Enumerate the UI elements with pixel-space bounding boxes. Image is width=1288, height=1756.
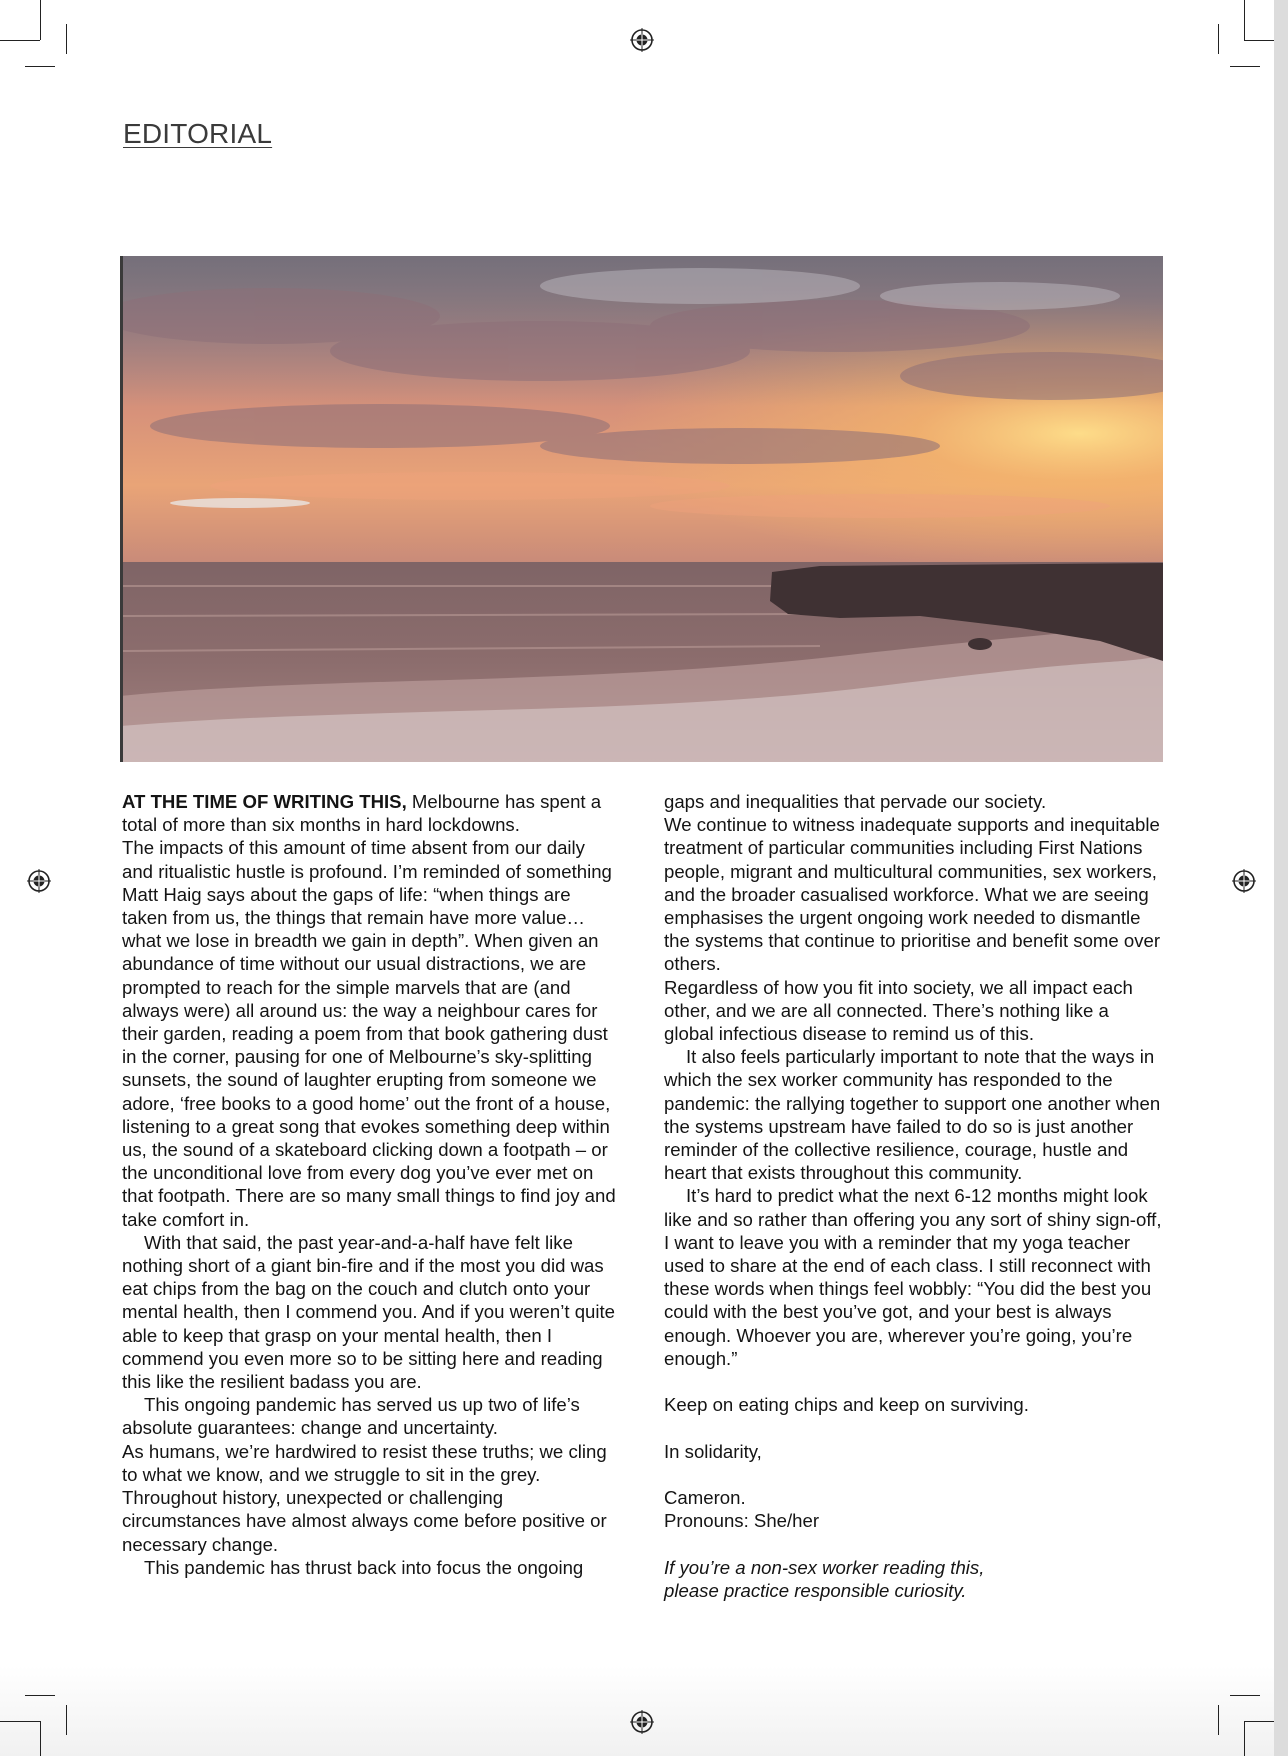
paragraph: It also feels particularly important to note that the ways in which the sex worker community has responded to the pandemic: the rallying together to support one another when the systems upstream have failed to do so is just another reminder of the collective resilience, courage, hustle and heart that exists throughout this community. (664, 1046, 1161, 1184)
page-title: EDITORIAL (123, 118, 273, 149)
crop-mark (40, 1721, 41, 1756)
paragraph: We continue to witness inadequate supports and inequitable treatment of particular communities including First Nations people, migrant and multicultural communities, sex workers, and the broader casualised workforce. What we are seeing emphasises the urgent ongoing work needed to dismantle the systems that continue to prioritise and benefit some over others. (664, 814, 1161, 975)
crop-mark (1244, 1721, 1245, 1756)
crop-mark (0, 1721, 40, 1722)
crop-mark (1218, 24, 1219, 54)
paragraph: As humans, we’re hardwired to resist these truths; we cling to what we know, and we struggle to sit in the grey. Throughout history, unexpected or challenging circumstances have almost always come before positive or necessary change. (122, 1440, 607, 1555)
crop-mark (1244, 1721, 1274, 1722)
crop-mark (1230, 1695, 1260, 1696)
paragraph: gaps and inequalities that pervade our society. (664, 791, 1047, 812)
paragraph: The impacts of this amount of time absent from our daily and ritualistic hustle is profound. I’m reminded of something Matt Haig says about the gaps of life: “when things are taken from us, the things that remain have more value… what we lose in breadth we gain in depth”. When given an abundance of time without our usual distractions, we are prompted to reach for the simple marvels that are (and always were) all around us: the way a neighbour cares for their garden, reading a poem from that book gathering dust in the corner, pausing for one of Melbourne’s sky-splitting sunsets, the sound of laughter erupting from someone we adore, ‘free books to a good home’ out the front of a house, listening to a great song that evokes something deep within us, the sound of a skateboard clicking down a footpath – or the unconditional love from every dog you’ve ever met on that footpath. There are so many small things to find joy and take comfort in. (122, 837, 616, 1230)
closing-line: Keep on eating chips and keep on surviving. (664, 1394, 1029, 1416)
registration-mark-icon (630, 28, 654, 52)
reader-note-line: please practice responsible curiosity. (664, 1579, 967, 1601)
author-name: Cameron. (664, 1487, 746, 1509)
crop-mark (40, 0, 41, 40)
sunset-coastline-photo (120, 256, 1163, 762)
crop-mark (66, 24, 67, 54)
crop-mark (1218, 1705, 1219, 1735)
registration-mark-icon (630, 1710, 654, 1734)
reader-note-line: If you’re a non-sex worker reading this, (664, 1556, 985, 1578)
paragraph: This pandemic has thrust back into focus the ongoing (144, 1556, 584, 1578)
paragraph-text: Melbourne has spent a total of more than six months in hard lockdowns. (122, 791, 602, 836)
author-pronouns: Pronouns: She/her (664, 1510, 820, 1532)
paragraph: Regardless of how you fit into society, we all impact each other, and we are all connected. There’s nothing like a global infectious disease to remind us of this. (664, 976, 1133, 1045)
crop-mark (1230, 66, 1260, 67)
page-edge-shadow (1274, 0, 1288, 1756)
registration-mark-icon (27, 869, 51, 893)
article-column-right (664, 790, 1162, 1602)
crop-mark (66, 1705, 67, 1735)
paragraph: With that said, the past year-and-a-half have felt like nothing short of a giant bin-fire and if the most you did was eat chips from the bag on the couch and clutch onto your mental health, then I commend you. And if you weren’t quite able to keep that grasp on your mental health, then I commend you even more so to be sitting here and reading this like the resilient badass you are. (122, 1231, 616, 1393)
crop-mark (1244, 40, 1274, 41)
crop-mark (1244, 0, 1245, 40)
lead-in: AT THE TIME OF WRITING THIS, (122, 791, 407, 812)
paragraph (122, 790, 620, 836)
registration-mark-icon (1232, 869, 1256, 893)
article-column-left (122, 790, 620, 1579)
crop-mark (25, 66, 55, 67)
crop-mark (25, 1695, 55, 1696)
crop-mark (0, 40, 40, 41)
paragraph: This ongoing pandemic has served us up two of life’s absolute guarantees: change and uncertainty. (122, 1394, 580, 1439)
signoff: In solidarity, (664, 1440, 762, 1462)
paragraph: It’s hard to predict what the next 6-12 months might look like and so rather than offering you any sort of shiny sign-off, I want to leave you with a reminder that my yoga teacher used to share at the end of each class. I still reconnect with these words when things feel wobbly: “You did the best you could with the best you’ve got, and your best is always enough. Whoever you are, wherever you’re going, you’re enough.” (664, 1185, 1162, 1369)
